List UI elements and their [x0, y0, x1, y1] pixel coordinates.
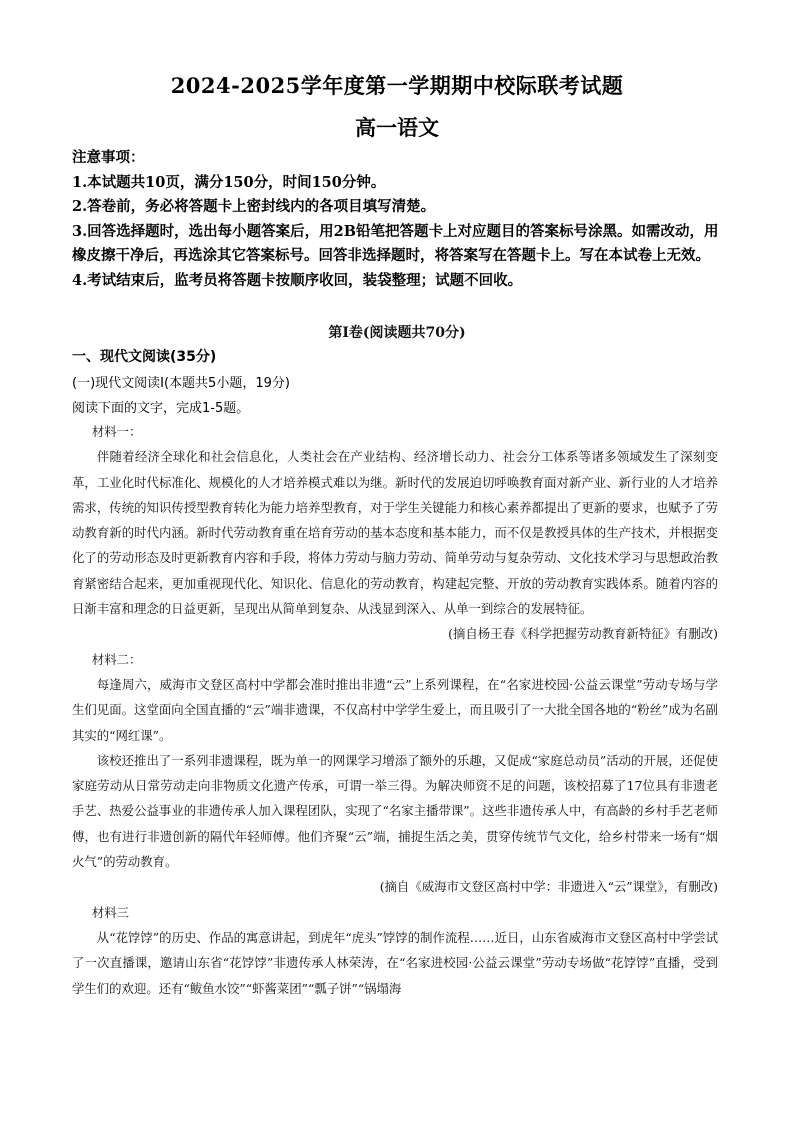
material2-label: 材料二：: [91, 651, 142, 667]
material1-paragraph: 伴随着经济全球化和社会信息化，人类社会在产业结构、经济增长动力、社会分工体系等诸多领域发生了深刻变革，工业化时代标准化、规模化的人才培养模式难以为继。新时代的发展迫切呼唤教育面对新产业、新行业的人才培养需求，传统的知识传授型教育转化为能力培养型教育，对于学生关键能力和核心素养都提出了更新的要求，也赋予了劳动教育新的时代内涵。新时代劳动教育重在培育劳动的基本态度和基本能力，而不仅是教授具体的生产技术，并根据变化了的劳动形态及时更新教育内容和手段，将体力劳动与脑力劳动、简单劳动与复杂劳动、文化技术学习与思想政治教育紧密结合起来，更加重视现代化、知识化、信息化的劳动教育，构建起完整、开放的劳动教育实践体系。随着内容的日渐丰富和理念的日益更新，呈现出从简单到复杂、从浅显到深入、从单一到综合的发展特征。: [72, 449, 718, 617]
part1-heading: 第Ⅰ卷(阅读题共70分): [328, 325, 466, 341]
exam-title: 2024-2025学年度第一学期期中校际联考试题: [170, 73, 624, 98]
material1-label: 材料一：: [91, 424, 142, 439]
reading-instruction: 阅读下面的文字，完成1-5题。: [72, 401, 250, 416]
exam-subject: 高一语文: [355, 115, 439, 140]
notice-item-1: 1.本试题共10页，满分150分，时间150分钟。: [72, 173, 386, 191]
reading-passage: [72, 419, 718, 1001]
material2-paragraph-2: 该校还推出了一系列非遗课程，既为单一的网课学习增添了额外的乐趣，又促成“家庭总动员”活动的开展，还促使家庭劳动从日常劳动走向非物质文化遗产传承，可谓一举三得。为解决师资不足的问题，该校招募了17位具有非遗老手艺、热爱公益事业的非遗传承人加入课程团队，实现了“名家主播带课”。这些非遗传承人中，有高龄的乡村手艺老师傅，也有进行非遗创新的隔代年轻师傅。他们齐聚“云”端，捕捉生活之美，贯穿传统节气文化，给乡村带来一场有“烟火气”的劳动教育。: [72, 752, 718, 870]
subsection-heading: (一)现代文阅读Ⅰ(本题共5小题，19分): [72, 376, 290, 391]
notice-item-4: 4.考试结束后，监考员将答题卡按顺序收回，装袋整理；试题不回收。: [72, 271, 523, 289]
section-heading: 一、现代文阅读(35分): [72, 349, 217, 365]
notice-item-3: 3.回答选择题时，选出每小题答案后，用2B铅笔把答题卡上对应题目的答案标号涂黑。如需改动，用橡皮擦干净后，再选涂其它答案标号。回答非选择题时，将答案写在答题卡上。写在本试卷上无效。: [72, 222, 719, 264]
material3-paragraph: 从“花饽饽”的历史、作品的寓意讲起，到虎年“虎头”饽饽的制作流程……近日，山东省威海市文登区高村中学尝试了一次直播课，邀请山东省“花饽饽”非遗传承人林荣涛，在“名家进校园·公益云课堂”劳动专场做“花饽饽”直播，受到学生们的欢迎。还有“鲅鱼水饺”“虾酱菜团”“瓢子饼”“锅塌海: [72, 929, 718, 996]
material2-paragraph-1: 每逢周六，威海市文登区高村中学都会准时推出非遗“云”上系列课程，在“名家进校园·公益云课堂”劳动专场与学生们见面。这堂面向全国直播的“云”端非遗课，不仅高村中学学生爱上，而且吸引了一大批全国各地的“粉丝”成为名副其实的“网红课”。: [72, 676, 718, 743]
notice-item-2: 2.答卷前，务必将答题卡上密封线内的各项目填写清楚。: [72, 198, 436, 215]
notice-heading: 注意事项：: [72, 149, 145, 166]
material3-label: 材料三: [91, 904, 129, 920]
notice-block: [72, 146, 732, 293]
material2-source: (摘自《威海市文登区高村中学：非遗进入“云”课堂》，有删改): [379, 879, 718, 895]
material1-source: (摘自杨王春《科学把握劳动教育新特征》有删改): [448, 626, 718, 642]
